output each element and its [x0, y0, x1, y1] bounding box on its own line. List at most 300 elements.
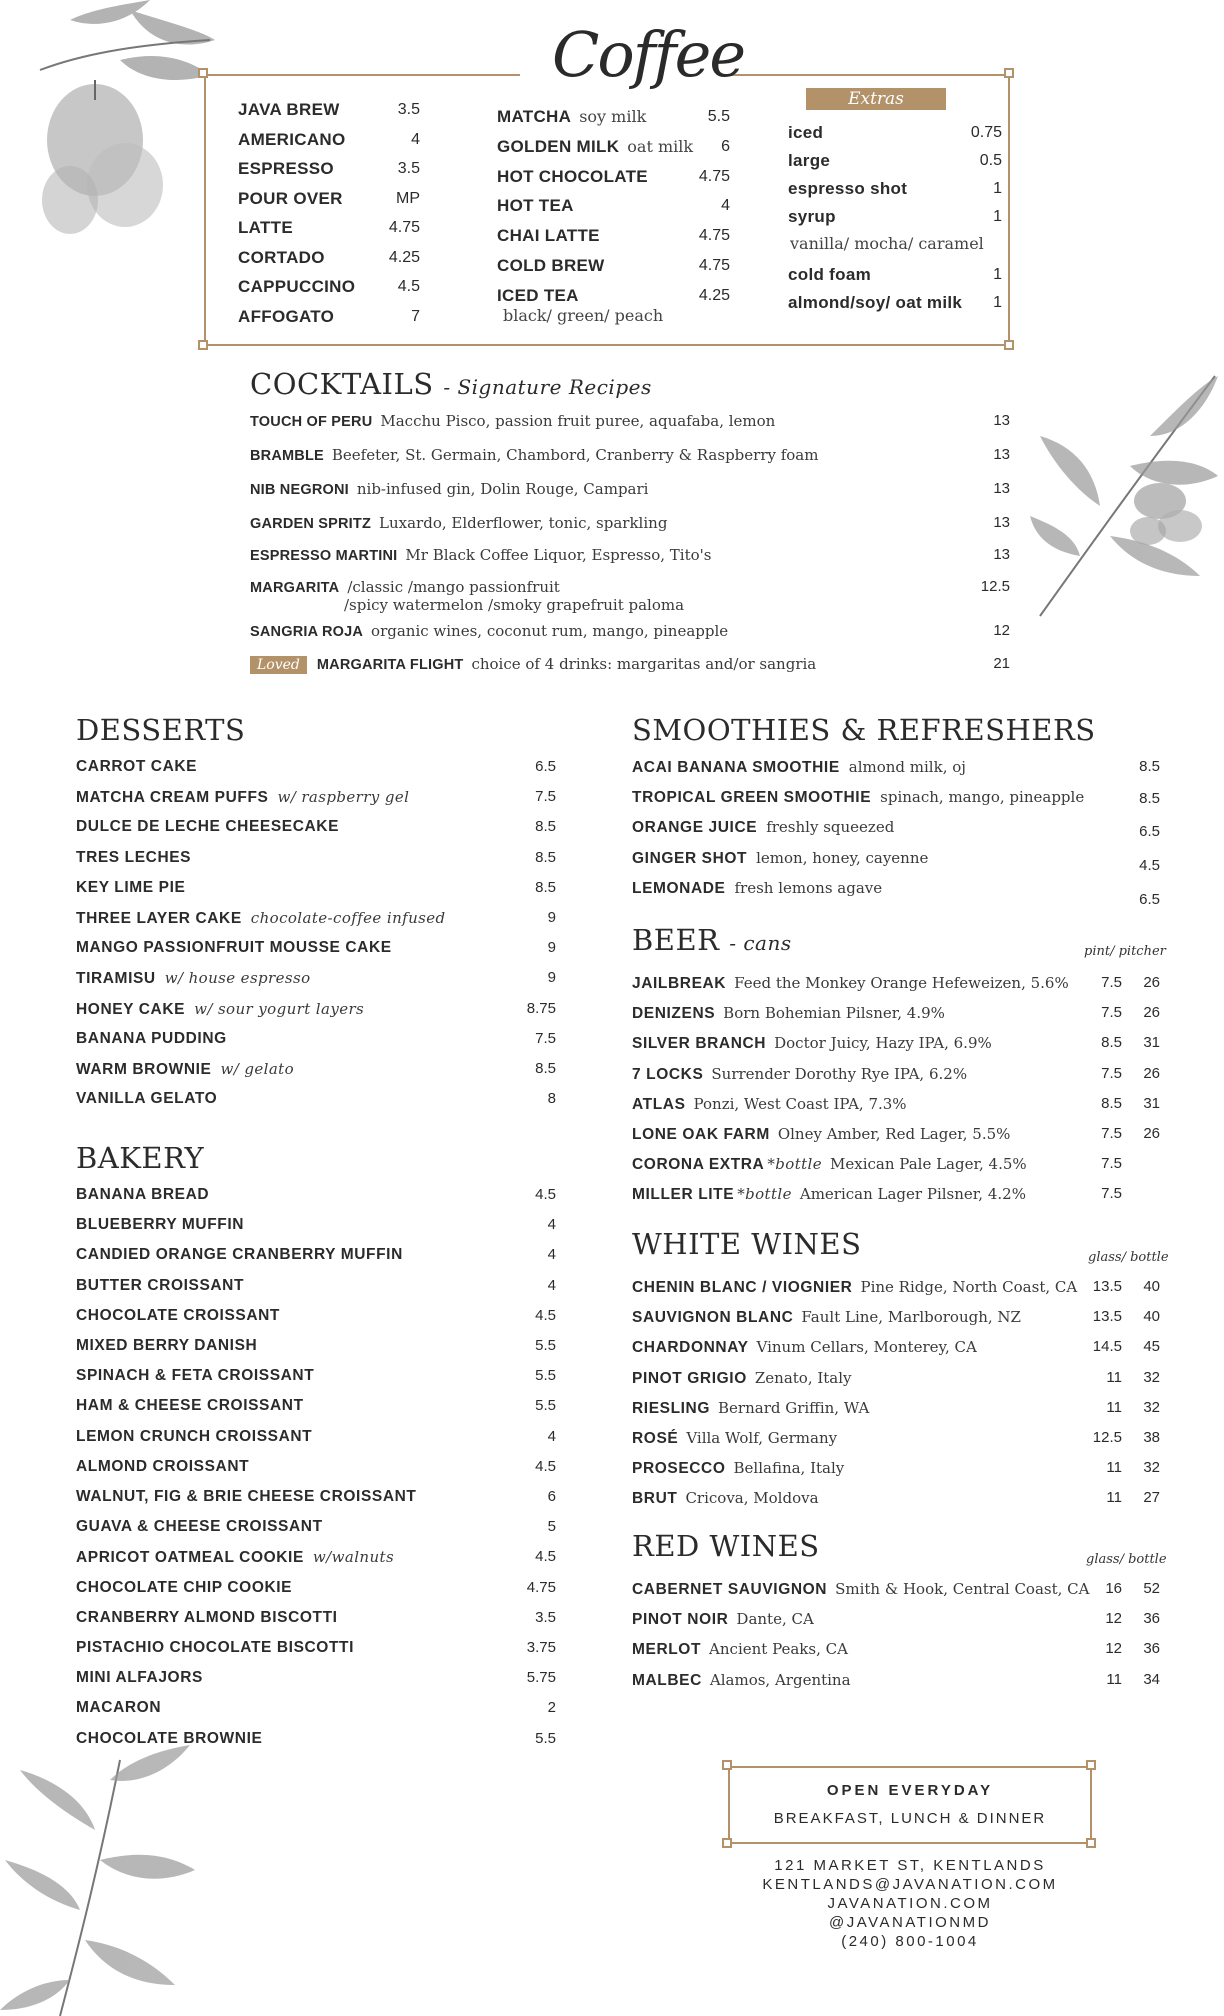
desserts-title: DESSERTS — [76, 713, 246, 747]
coffee-item — [238, 306, 420, 328]
item-note: *bottle — [737, 1185, 792, 1204]
item-description: Olney Amber, Red Lager, 5.5% — [777, 1125, 1011, 1143]
smoothies-title: SMOOTHIES & REFRESHERS — [632, 713, 1096, 747]
item-name: ACAI BANANA SMOOTHIE — [632, 759, 840, 776]
item-price-small: 7.5 — [1101, 1155, 1122, 1173]
item-name: ATLAS — [632, 1095, 686, 1113]
menu-item — [632, 847, 1160, 874]
coffee-item — [497, 285, 730, 307]
item-price: 1 — [993, 294, 1002, 311]
menu-item — [76, 1577, 556, 1599]
item-price: 12 — [993, 622, 1010, 639]
item-price: 4 — [547, 1246, 556, 1264]
item-name: PROSECCO — [632, 1460, 726, 1478]
item-description: fresh lemons agave — [734, 878, 883, 897]
item-name: ORANGE JUICE — [632, 819, 758, 837]
item-name: CORTADO — [238, 247, 325, 267]
item-name: POUR OVER — [238, 188, 343, 208]
item-name: CAPPUCCINO — [238, 277, 356, 296]
item-price: 1 — [993, 180, 1002, 197]
extras-item — [788, 122, 1002, 144]
item-name: BANANA BREAD — [76, 1186, 210, 1203]
loved-badge: Loved — [250, 656, 307, 674]
menu-item — [632, 1487, 1160, 1509]
item-price: 4.25 — [388, 248, 420, 266]
menu-item — [76, 1365, 556, 1387]
contact-email[interactable]: KENTLANDS@JAVANATION.COM — [762, 1876, 1058, 1893]
item-price-large: 26 — [1143, 1004, 1160, 1022]
item-name: CANDIED ORANGE CRANBERRY MUFFIN — [76, 1246, 403, 1264]
item-description: Villa Wolf, Germany — [686, 1429, 838, 1447]
item-price: 4.75 — [526, 1578, 556, 1596]
item-price: 6.5 — [535, 758, 556, 775]
item-name: iced — [788, 123, 824, 142]
beer-column-label: pint/ pitcher — [1084, 944, 1166, 959]
item-price: 8.5 — [1139, 790, 1160, 808]
item-name: MARGARITA — [250, 580, 340, 596]
item-price-large: 27 — [1143, 1489, 1160, 1507]
menu-item — [632, 877, 1160, 908]
item-price-large: 26 — [1143, 1064, 1160, 1082]
coffee-item — [238, 276, 420, 298]
item-price-small: 11 — [1106, 1670, 1122, 1688]
menu-item — [632, 816, 1160, 841]
extras-tag: Extras — [806, 88, 946, 110]
contact-social[interactable]: @JAVANATIONMD — [829, 1914, 991, 1931]
item-description: w/walnuts — [312, 1548, 395, 1567]
menu-item — [632, 1367, 1160, 1389]
item-description-line-2: /spicy watermelon /smoky grapefruit paloma — [344, 596, 685, 614]
item-price-large: 36 — [1143, 1640, 1160, 1658]
cocktail-item — [250, 512, 1010, 534]
frame-corner — [1086, 1760, 1096, 1770]
item-name: MATCHA — [497, 107, 572, 126]
foliage-top-left-illustration — [10, 0, 220, 260]
menu-item — [76, 1486, 556, 1508]
contact-address: 121 MARKET ST, KENTLANDS — [774, 1857, 1046, 1874]
item-name: VANILLA GELATO — [76, 1090, 218, 1108]
item-price-small: 13.5 — [1092, 1308, 1122, 1326]
item-price: 6.5 — [1139, 823, 1160, 841]
item-price: 4.75 — [388, 219, 420, 236]
item-name: HOT TEA — [497, 196, 574, 216]
item-price-large: 38 — [1143, 1429, 1160, 1446]
cocktails-subtitle: - Signature Recipes — [443, 375, 652, 399]
hours-line-2: BREAKFAST, LUNCH & DINNER — [773, 1810, 1047, 1827]
item-price: 4.75 — [698, 167, 730, 185]
item-description: American Lager Pilsner, 4.2% — [799, 1185, 1026, 1204]
item-name: SILVER BRANCH — [632, 1035, 767, 1053]
menu-item — [632, 1638, 1160, 1660]
item-price: 5.5 — [535, 1367, 556, 1385]
item-name: HONEY CAKE — [76, 1000, 186, 1018]
item-name: ICED TEA — [497, 285, 579, 305]
item-description: Pine Ridge, North Coast, CA — [860, 1278, 1078, 1296]
item-name: ESPRESSO MARTINI — [250, 548, 398, 564]
contact-website[interactable]: JAVANATION.COM — [827, 1895, 993, 1912]
item-name: syrup — [788, 207, 836, 226]
item-price: 4 — [721, 197, 730, 215]
item-name: BUTTER CROISSANT — [76, 1276, 245, 1294]
menu-item — [76, 877, 556, 899]
item-description: w/ raspberry gel — [277, 788, 410, 807]
white-wines-column-label: glass/ bottle — [1088, 1250, 1169, 1265]
cocktail-item — [250, 576, 1010, 614]
item-price: 1 — [993, 266, 1002, 283]
item-price: 21 — [993, 655, 1010, 672]
item-price: 13 — [993, 412, 1010, 429]
item-description: chocolate-coffee infused — [250, 909, 446, 927]
item-description: Mr Black Coffee Liquor, Espresso, Tito's — [405, 546, 712, 564]
item-name: WALNUT, FIG & BRIE CHEESE CROISSANT — [76, 1488, 417, 1505]
item-price: 13 — [993, 546, 1010, 563]
coffee-item — [497, 136, 730, 158]
item-price-small: 7.5 — [1101, 1004, 1122, 1022]
item-name: TIRAMISU — [76, 970, 156, 988]
item-description: oat milk — [627, 136, 694, 156]
menu-item — [76, 1275, 556, 1297]
iced-tea-options: black/ green/ peach — [503, 306, 664, 325]
cocktail-item — [250, 544, 1010, 566]
menu-item — [632, 1669, 1160, 1691]
item-price: 4.25 — [698, 286, 730, 304]
item-price: 6.5 — [1139, 890, 1160, 908]
item-price-large: 52 — [1143, 1580, 1160, 1597]
menu-item — [76, 1456, 556, 1478]
item-name: WARM BROWNIE — [76, 1061, 212, 1078]
item-name: GUAVA & CHEESE CROISSANT — [76, 1518, 323, 1536]
item-description: spinach, mango, pineapple — [880, 788, 1085, 807]
extras-item — [788, 150, 1002, 172]
item-price-large: 40 — [1143, 1308, 1160, 1326]
item-note: *bottle — [767, 1155, 823, 1174]
item-description: Cricova, Moldova — [685, 1489, 819, 1508]
item-price: 8.5 — [535, 1060, 556, 1077]
menu-item — [76, 967, 556, 989]
item-price-large: 31 — [1143, 1034, 1160, 1052]
item-description: lemon, honey, cayenne — [756, 848, 929, 867]
item-name: CORONA EXTRA — [632, 1156, 765, 1174]
menu-item — [76, 907, 556, 929]
menu-item — [632, 1183, 1160, 1205]
item-price: 3.5 — [535, 1608, 556, 1626]
item-description: w/ sour yogurt layers — [194, 999, 365, 1018]
item-description: almond milk, oj — [848, 758, 966, 776]
item-description: Doctor Juicy, Hazy IPA, 6.9% — [774, 1034, 992, 1053]
item-price: 8.5 — [1139, 758, 1160, 775]
cocktail-item — [250, 410, 1010, 432]
menu-item — [632, 1032, 1160, 1054]
item-price: 2 — [547, 1699, 556, 1717]
frame-corner — [1086, 1838, 1096, 1848]
item-price: 0.5 — [979, 152, 1002, 169]
item-description: Alamos, Argentina — [709, 1670, 851, 1689]
frame-corner — [1004, 340, 1014, 350]
menu-item — [76, 1088, 556, 1110]
item-price: 12.5 — [980, 578, 1010, 595]
item-name: MERLOT — [632, 1641, 702, 1659]
item-price-small: 12 — [1105, 1610, 1122, 1628]
item-description: Fault Line, Marlborough, NZ — [801, 1308, 1021, 1327]
item-price: 9 — [547, 939, 556, 957]
item-name: MACARON — [76, 1699, 162, 1717]
item-price: 4.5 — [535, 1548, 556, 1566]
item-price: 5 — [547, 1518, 556, 1536]
menu-item — [76, 1184, 556, 1206]
item-price: 4.5 — [535, 1306, 556, 1324]
item-name: MIXED BERRY DANISH — [76, 1337, 258, 1354]
item-price: 13 — [993, 480, 1010, 497]
item-name: THREE LAYER CAKE — [76, 910, 242, 927]
item-price: 4.5 — [535, 1457, 556, 1475]
cocktail-item — [250, 620, 1010, 642]
item-price: 0.75 — [970, 124, 1002, 141]
item-price: 4 — [547, 1276, 556, 1294]
item-price-small: 12.5 — [1092, 1429, 1122, 1446]
menu-item — [76, 1607, 556, 1629]
item-name: COLD BREW — [497, 256, 605, 275]
item-price: 4.5 — [1139, 856, 1160, 874]
item-name: PISTACHIO CHOCOLATE BISCOTTI — [76, 1639, 354, 1656]
item-name: MILLER LITE — [632, 1186, 735, 1204]
coffee-item — [497, 255, 730, 277]
item-price: 5.5 — [707, 108, 730, 125]
menu-item — [76, 786, 556, 808]
item-price-large: 40 — [1143, 1278, 1160, 1295]
item-price: 9 — [547, 909, 556, 926]
menu-item — [76, 1637, 556, 1659]
item-price-large: 45 — [1143, 1338, 1160, 1356]
item-name: espresso shot — [788, 179, 908, 198]
item-price: 9 — [547, 969, 556, 987]
item-description: freshly squeezed — [766, 818, 895, 837]
menu-item — [76, 1214, 556, 1236]
menu-item — [632, 972, 1160, 994]
item-price: 4.75 — [698, 227, 730, 245]
item-name: MINI ALFAJORS — [76, 1669, 203, 1687]
hours-box — [728, 1766, 1092, 1844]
coffee-item — [497, 195, 730, 217]
item-name: ALMOND CROISSANT — [76, 1457, 250, 1475]
frame-corner — [198, 340, 208, 350]
item-name: DULCE DE LECHE CHEESECAKE — [76, 818, 340, 836]
coffee-item — [238, 129, 420, 151]
item-price-small: 11 — [1106, 1489, 1122, 1507]
item-description: Vinum Cellars, Monterey, CA — [756, 1338, 977, 1357]
item-name: AFFOGATO — [238, 306, 335, 326]
menu-item — [632, 1153, 1160, 1175]
item-name: MATCHA CREAM PUFFS — [76, 789, 269, 807]
item-price: 7 — [411, 307, 420, 325]
item-description: Dante, CA — [736, 1610, 814, 1629]
item-price: 8.5 — [535, 848, 556, 866]
menu-item — [632, 1093, 1160, 1115]
item-name: CABERNET SAUVIGNON — [632, 1581, 828, 1598]
item-price-small: 7.5 — [1101, 974, 1122, 991]
red-wines-title: RED WINES — [632, 1529, 820, 1563]
item-name: ROSÉ — [632, 1430, 679, 1447]
item-name: BANANA PUDDING — [76, 1029, 227, 1047]
item-description: Bernard Griffin, WA — [718, 1398, 870, 1417]
item-price-small: 7.5 — [1101, 1125, 1122, 1142]
item-price-large: 31 — [1143, 1094, 1160, 1112]
item-description: Macchu Pisco, passion fruit puree, aquafaba, lemon — [380, 412, 776, 430]
item-price: 13 — [993, 446, 1010, 463]
menu-item — [76, 1426, 556, 1448]
coffee-item — [497, 225, 730, 247]
item-name: MALBEC — [632, 1671, 702, 1689]
item-name: GOLDEN MILK — [497, 136, 620, 156]
item-description: Luxardo, Elderflower, tonic, sparkling — [379, 514, 668, 532]
menu-item — [76, 1058, 556, 1080]
item-name: PINOT NOIR — [632, 1611, 729, 1629]
item-name: GARDEN SPRITZ — [250, 516, 372, 532]
item-price: 3.75 — [526, 1639, 556, 1656]
item-description: Born Bohemian Pilsner, 4.9% — [723, 1004, 945, 1023]
item-price-small: 7.5 — [1101, 1185, 1122, 1203]
menu-item — [76, 1305, 556, 1327]
item-name: DENIZENS — [632, 1005, 716, 1023]
menu-item — [632, 1063, 1160, 1085]
cocktail-item — [250, 444, 1010, 466]
item-name: LEMON CRUNCH CROISSANT — [76, 1427, 313, 1445]
item-price: 6 — [547, 1488, 556, 1505]
item-price-small: 8.5 — [1101, 1094, 1122, 1112]
item-description: Bellafina, Italy — [733, 1459, 845, 1478]
item-name: CHOCOLATE CHIP COOKIE — [76, 1578, 293, 1596]
item-price-large: 36 — [1143, 1610, 1160, 1628]
menu-item — [632, 756, 1160, 778]
item-price: 8.5 — [535, 818, 556, 836]
menu-item — [76, 1028, 556, 1050]
coffee-item — [238, 158, 420, 180]
item-name: GINGER SHOT — [632, 849, 748, 867]
menu-item — [76, 1546, 556, 1568]
coffee-item — [497, 106, 730, 128]
item-price-large: 32 — [1143, 1398, 1160, 1416]
item-description: Feed the Monkey Orange Hefeweizen, 5.6% — [734, 974, 1069, 992]
item-price: 8 — [547, 1090, 556, 1108]
item-name: BLUEBERRY MUFFIN — [76, 1216, 245, 1234]
item-name: CARROT CAKE — [76, 758, 198, 775]
frame-corner — [722, 1760, 732, 1770]
item-price: 5.5 — [535, 1337, 556, 1354]
item-name: SAUVIGNON BLANC — [632, 1309, 794, 1327]
beer-title: BEER — [632, 923, 720, 957]
bakery-title: BAKERY — [76, 1141, 205, 1175]
item-description: Mexican Pale Lager, 4.5% — [830, 1155, 1027, 1174]
item-price: 5.5 — [535, 1729, 556, 1747]
item-price: 6 — [721, 137, 730, 155]
item-description: organic wines, coconut rum, mango, pineapple — [371, 622, 729, 640]
item-price: 7.5 — [535, 788, 556, 806]
item-name: KEY LIME PIE — [76, 878, 186, 896]
item-price: 13 — [993, 514, 1010, 531]
item-name: SPINACH & FETA CROISSANT — [76, 1367, 315, 1385]
hours-line-1: OPEN EVERYDAY — [826, 1782, 994, 1799]
menu-item — [632, 1457, 1160, 1479]
frame-corner — [198, 68, 208, 78]
beer-subtitle: - cans — [729, 931, 792, 955]
item-name: CRANBERRY ALMOND BISCOTTI — [76, 1608, 338, 1626]
item-name: RIESLING — [632, 1399, 711, 1417]
cocktail-item — [250, 653, 1010, 675]
frame-corner — [1004, 68, 1014, 78]
extras-item — [788, 206, 1002, 228]
item-price: 3.5 — [397, 160, 420, 177]
item-price-small: 11 — [1106, 1459, 1122, 1477]
item-name: CHOCOLATE BROWNIE — [76, 1729, 263, 1747]
item-description: /classic /mango passionfruit — [347, 578, 560, 596]
item-name: SANGRIA ROJA — [250, 624, 364, 640]
item-price-small: 8.5 — [1101, 1034, 1122, 1052]
item-price: 8.5 — [535, 878, 556, 896]
foliage-bottom-left-illustration — [0, 1740, 200, 2016]
menu-item — [632, 1276, 1160, 1298]
item-price: 1 — [993, 208, 1002, 225]
item-price-small: 16 — [1105, 1580, 1122, 1597]
item-name: HOT CHOCOLATE — [497, 166, 648, 186]
item-price-large: 32 — [1143, 1368, 1160, 1386]
item-price-small: 7.5 — [1101, 1064, 1122, 1082]
item-description: Surrender Dorothy Rye IPA, 6.2% — [711, 1064, 968, 1083]
item-price-large: 26 — [1143, 974, 1160, 991]
menu-item — [76, 1244, 556, 1266]
white-wines-title: WHITE WINES — [632, 1227, 862, 1261]
item-name: CHARDONNAY — [632, 1339, 749, 1357]
item-price: 3.5 — [397, 101, 420, 118]
menu-item — [76, 937, 556, 959]
item-name: APRICOT OATMEAL COOKIE — [76, 1549, 304, 1567]
item-name: CHAI LATTE — [497, 226, 600, 246]
item-name: TROPICAL GREEN SMOOTHIE — [632, 789, 872, 807]
item-name: cold foam — [788, 265, 871, 284]
item-price-small: 13.5 — [1092, 1278, 1122, 1295]
item-description: Ponzi, West Coast IPA, 7.3% — [693, 1094, 907, 1113]
extras-item — [788, 178, 1002, 200]
menu-item — [76, 1667, 556, 1689]
coffee-title: Coffee — [551, 18, 745, 91]
item-name: ESPRESSO — [238, 159, 334, 178]
item-name: JAVA BREW — [238, 100, 340, 119]
item-name: almond/soy/ oat milk — [788, 293, 963, 312]
foliage-right-illustration — [1030, 366, 1220, 626]
item-description: w/ gelato — [220, 1060, 295, 1078]
item-name: BRAMBLE — [250, 448, 324, 464]
item-description: Beefeter, St. Germain, Chambord, Cranberry & Raspberry foam — [331, 446, 819, 464]
item-name: CHOCOLATE CROISSANT — [76, 1306, 280, 1324]
red-wines-column-label: glass/ bottle — [1086, 1552, 1167, 1567]
item-price-large: 34 — [1143, 1670, 1160, 1688]
menu-item — [632, 1427, 1160, 1449]
item-name: large — [788, 151, 831, 170]
menu-item — [632, 1306, 1160, 1328]
menu-item — [76, 1516, 556, 1538]
item-description: choice of 4 drinks: margaritas and/or sangria — [471, 655, 817, 673]
extras-item — [788, 292, 1002, 314]
cocktails-heading — [250, 366, 652, 405]
item-price: 4 — [547, 1216, 556, 1234]
menu-item — [76, 998, 556, 1020]
item-price-small: 12 — [1105, 1640, 1122, 1658]
cocktails-title: COCKTAILS — [250, 367, 434, 401]
menu-item — [632, 1397, 1160, 1419]
menu-item — [76, 1395, 556, 1417]
menu-item — [76, 1335, 556, 1357]
menu-item — [632, 1336, 1160, 1358]
cocktail-item — [250, 478, 1010, 500]
contact-phone[interactable]: (240) 800-1004 — [841, 1933, 979, 1950]
